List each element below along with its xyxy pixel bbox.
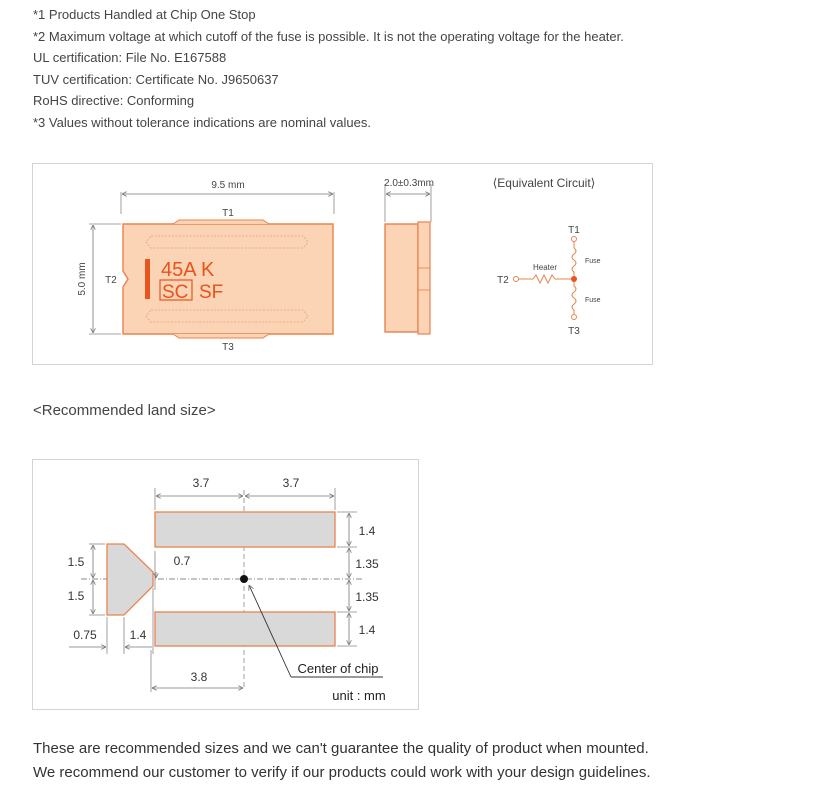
circuit-node	[571, 276, 577, 282]
land-pad-bottom	[155, 612, 335, 646]
dim-tri-bottom: 1.5	[67, 589, 85, 603]
dim-tri-width: 0.75	[73, 628, 97, 642]
chip-side-view	[385, 222, 430, 334]
chip-drawing	[33, 164, 652, 364]
chip-top-view	[123, 220, 333, 338]
notes-block	[33, 4, 624, 134]
marking-sc: SC	[162, 282, 189, 303]
land-size-title: <Recommended land size>	[33, 402, 216, 419]
note-line: *3 Values without tolerance indications are nominal values.	[33, 114, 371, 130]
note-line: UL certification: File No. E167588	[33, 50, 227, 66]
chip-dimension-figure	[32, 163, 653, 365]
dim-gap-bottom: 1.35	[355, 590, 379, 604]
terminal-t3-label: T3	[222, 342, 234, 353]
note-line: *2 Maximum voltage at which cutoff of the fuse is possible. It is not the operating voltage for the heater.	[33, 28, 624, 44]
fuse-label-bottom: Fuse	[585, 297, 601, 304]
footer-text	[33, 737, 651, 785]
terminal-t1-label: T1	[222, 208, 234, 219]
dim-gap-top: 1.35	[355, 557, 379, 571]
land-size-figure	[32, 459, 419, 710]
center-dot	[240, 575, 248, 583]
circuit-title: ⟨Equivalent Circuit⟩	[492, 176, 596, 190]
marking-sf: SF	[199, 282, 224, 303]
dim-tri-gap: 1.4	[129, 628, 147, 642]
dim-bottom: 3.8	[190, 670, 208, 684]
equivalent-circuit	[514, 237, 577, 320]
circuit-t1-label: T1	[568, 225, 580, 236]
circuit-t2-label: T2	[497, 275, 509, 286]
fuse-label-top: Fuse	[585, 258, 601, 265]
land-size-drawing	[33, 460, 418, 709]
land-pad-top	[155, 512, 335, 547]
footer-line: We recommend our customer to verify if our products could work with your design guidelines.	[33, 764, 651, 781]
circuit-t3-label: T3	[568, 326, 580, 337]
dim-pad-bottom: 1.4	[358, 623, 376, 637]
terminal-t2-label: T2	[105, 275, 117, 286]
thickness-label: 2.0±0.3mm	[384, 178, 434, 189]
footer-line: These are recommended sizes and we can't guarantee the quality of product when mounted.	[33, 740, 649, 757]
polarity-mark	[145, 259, 150, 299]
dim-top-right: 3.7	[282, 476, 300, 490]
dim-inner: 0.7	[173, 554, 191, 568]
marking-line1: 45A K	[161, 259, 215, 281]
center-of-chip-label: Center of chip	[297, 661, 379, 676]
dim-top-left: 3.7	[192, 476, 210, 490]
note-line: *1 Products Handled at Chip One Stop	[33, 7, 256, 22]
note-line: TUV certification: Certificate No. J9650637	[33, 71, 279, 87]
note-line: RoHS directive: Conforming	[33, 93, 195, 109]
heater-label: Heater	[532, 263, 558, 272]
dim-pad-top: 1.4	[358, 524, 376, 538]
height-label: 5.0 mm	[77, 262, 88, 296]
land-pad-triangle	[107, 544, 153, 615]
width-label: 9.5 mm	[211, 180, 245, 191]
dim-tri-top: 1.5	[67, 555, 85, 569]
unit-label: unit : mm	[332, 688, 386, 703]
